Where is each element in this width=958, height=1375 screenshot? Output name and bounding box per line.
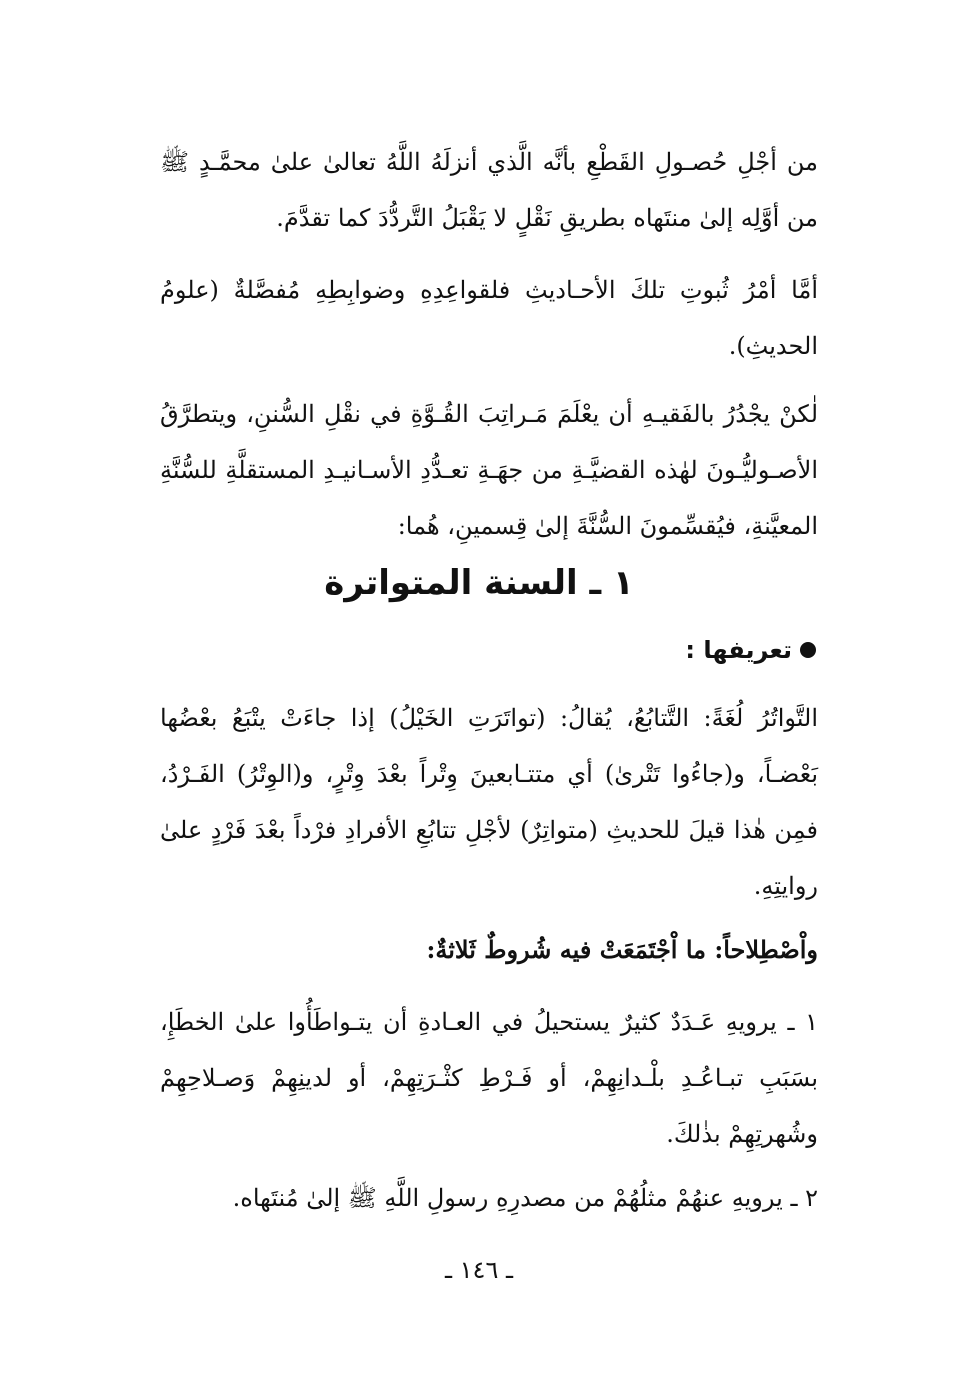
page-number: ـ ١٤٦ ـ	[444, 1256, 513, 1284]
paragraph-2: أمَّا أمْرُ ثُبوتِ تلكَ الأحـاديثِ فلقواعِدِهِ وضوابِطِهِ مُفصَّلةٌ (علومُ الحديثِ).	[160, 276, 818, 360]
paragraph-3: لٰكنْ يجْدُرُ بالفَقيـهِ أن يعْلَمَ مَـراتِبَ القُـوَّةِ في نقْلِ السُّننِ، ويتطرَّقُ الأصـوليُّـونَ لهٰذه القضيَّـةِ من جهَـةِ تعـدُّدِ الأسـانيـدِ المستقلَّةِ للسُّنَّةِ المعيَّنةِ، فيُقسِّمونَ السُّنَّةَ إلىٰ قِسمينِ، هُما:	[160, 400, 819, 540]
condition-1: ١ ـ يرويهِ عَـدَدٌ كثيرٌ يستحيلُ في العـادةِ أن يتـواطَأُوا علىٰ الخطَإِ، بسَبَبِ تبـاعُـدِ بلْـدانِهِمْ، أو فَـرْطِ كثْـرَتِهِمْ، أو لدينِهِمْ وَصـلاحِهِمْ وشُهرتِهِمْ بذٰلكَ.	[160, 1008, 818, 1148]
section-title: ١ ـ السنة المتواترة	[324, 563, 634, 603]
section-subtitle	[685, 628, 816, 672]
paragraph-1: من أجْلِ حُصـولِ القَطْعِ بأنَّه الَّذي أنزلَهُ اللَّهُ تعالىٰ علىٰ محمَّـدٍ ﷺ من أوَّلِه إلىٰ منتَهاه بطريقِ نَقْلٍ لا يَقْبَلُ التَّردُّدَ كما تقدَّمَ.	[160, 148, 818, 232]
section-subtitle-label: تعريفها :	[685, 636, 792, 664]
condition-2: ٢ ـ يرويهِ عنهُمْ مثلُهُمْ من مصدرِهِ رسولِ اللَّهِ ﷺ إلىٰ مُنتَهاه.	[232, 1184, 818, 1212]
paragraph-technical-definition: واْصْطِلاحاً: ما اْجْتَمَعَتْ فيه شُروطٌ ثَلاثةٌ:	[426, 935, 818, 964]
bullet-icon	[800, 642, 816, 658]
paragraph-linguistic-definition: التَّواتُرُ لُغَةً: التَّتابُعُ، يُقالُ: (تواتَرَتِ الخَيْلُ) إذا جاءَتْ يتْبَعُ بعْضُها بَعْضـاً، و(جاءُوا تَتْرىٰ) أي متتـابعينَ وِتْراً بعْدَ وِتْرٍ، و(الوِتْرُ) الفَـرْدُ، فمِن هٰذا قيلَ للحديثِ (متواتِرٌ) لأجْلِ تتابُعِ الأفرادِ فرْداً بعْدَ فَرْدٍ علىٰ روايتِهِ.	[160, 704, 819, 900]
